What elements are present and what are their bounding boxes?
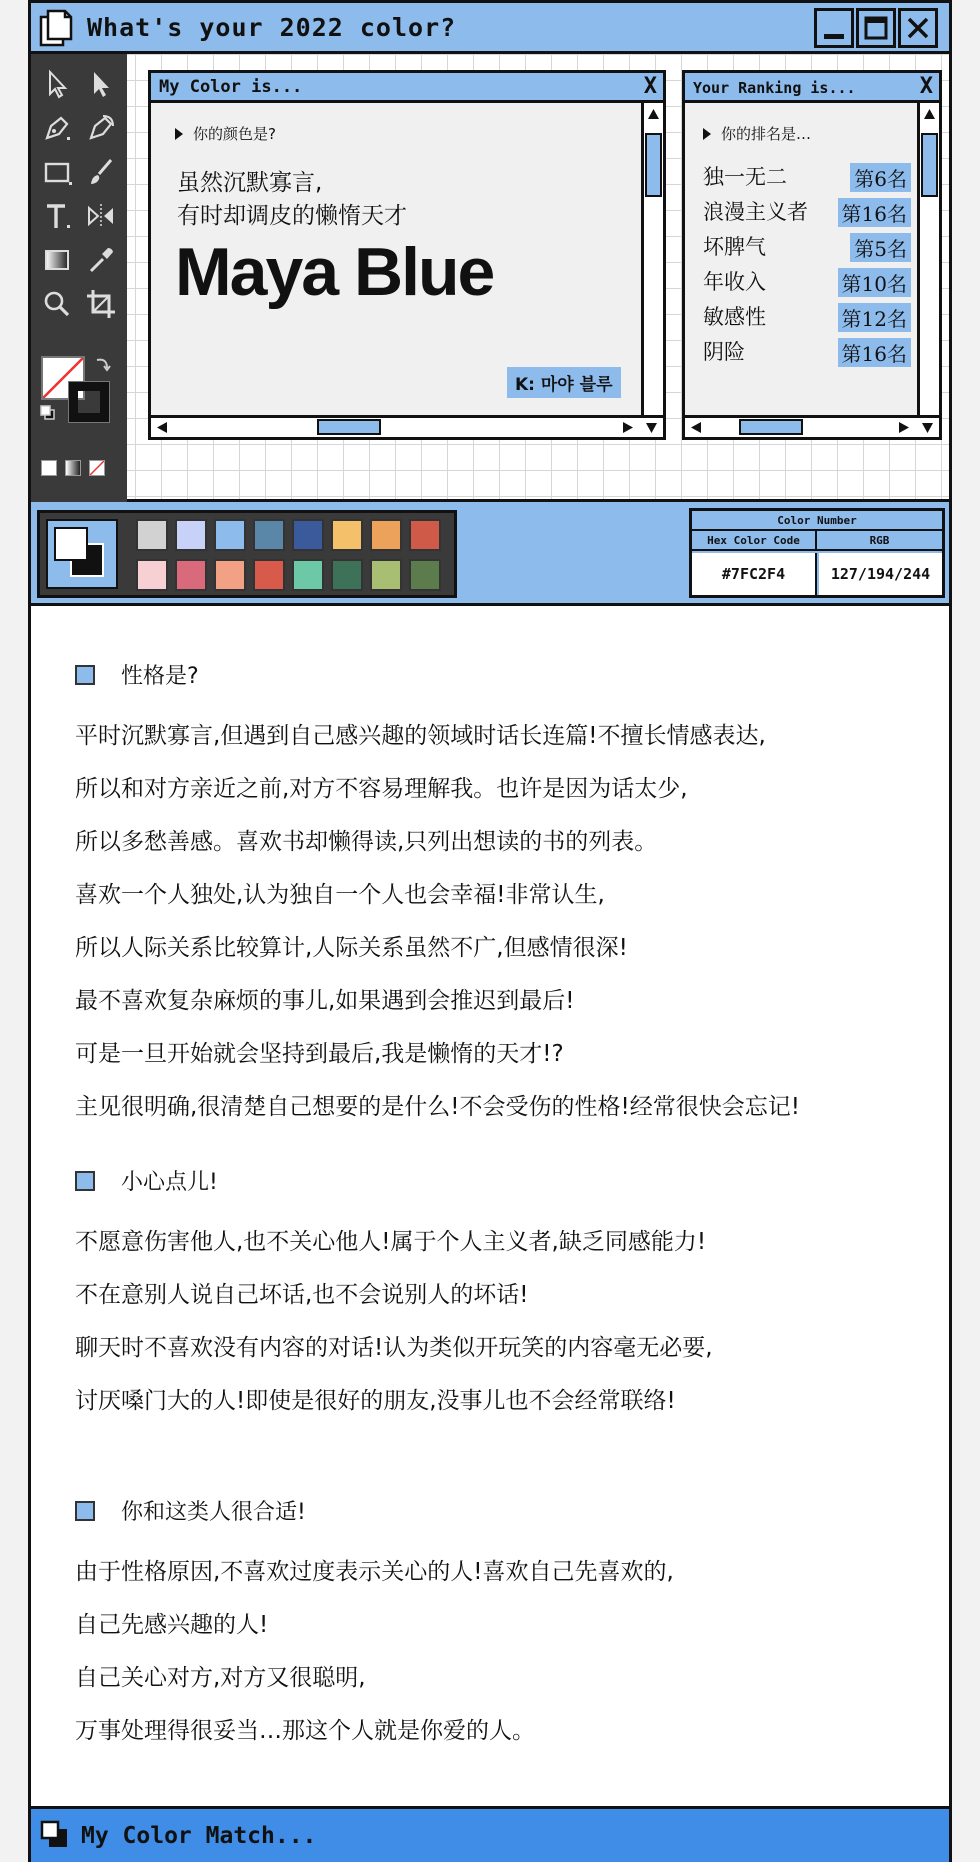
color-swatch[interactable] bbox=[136, 559, 168, 591]
color-tagline bbox=[177, 167, 407, 233]
pen-tool[interactable] bbox=[39, 110, 75, 146]
brush-icon bbox=[83, 154, 119, 190]
paragraph-line: 聊天时不喜欢没有内容的对话!认为类似开玩笑的内容毫无必要, bbox=[75, 1335, 713, 1361]
app-window bbox=[28, 0, 952, 1862]
rectangle-icon bbox=[39, 154, 75, 190]
color-question-text: 你的颜色是? bbox=[193, 125, 276, 143]
ranking-badge: 第10名 bbox=[838, 268, 911, 297]
paragraph-line: 可是一旦开始就会坚持到最后,我是懒惰的天才!? bbox=[75, 1041, 564, 1067]
color-swatch[interactable] bbox=[370, 519, 402, 551]
color-mode-button[interactable] bbox=[41, 460, 57, 476]
ranking-label: 年收入 bbox=[703, 270, 766, 294]
ranking-label: 坏脾气 bbox=[703, 235, 766, 259]
type-icon bbox=[39, 198, 75, 234]
bottom-title: My Color Match... bbox=[81, 1823, 317, 1849]
zoom-tool[interactable] bbox=[39, 286, 75, 322]
color-swatch[interactable] bbox=[214, 519, 246, 551]
section-heading-text: 小心点儿! bbox=[121, 1170, 218, 1195]
gradient-tool[interactable] bbox=[39, 242, 75, 278]
paragraph-line: 最不喜欢复杂麻烦的事儿,如果遇到会推迟到最后! bbox=[75, 988, 575, 1014]
close-button[interactable] bbox=[898, 8, 938, 48]
ranking-window bbox=[682, 70, 942, 440]
color-question bbox=[175, 123, 276, 144]
maximize-icon bbox=[862, 14, 890, 42]
paragraph-line: 平时沉默寡言,但遇到自己感兴趣的领域时话长连篇!不擅长情感表达, bbox=[75, 723, 766, 749]
square-bullet-icon bbox=[75, 665, 95, 685]
scroll-left-icon[interactable] bbox=[687, 418, 706, 437]
tagline-line-2: 有时却调皮的懒惰天才 bbox=[177, 203, 407, 229]
type-tool[interactable] bbox=[39, 198, 75, 234]
ranking-badge: 第6名 bbox=[850, 163, 911, 192]
rgb-label: RGB bbox=[817, 531, 942, 551]
current-color-well[interactable] bbox=[46, 519, 118, 589]
korean-name-tag: K: 마야 블루 bbox=[507, 367, 621, 398]
selection-tool[interactable] bbox=[39, 66, 75, 102]
paragraph-line: 由于性格原因,不喜欢过度表示关心的人!喜欢自己先喜欢的, bbox=[75, 1559, 674, 1585]
rgb-value: 127/194/244 bbox=[819, 553, 942, 595]
section-heading bbox=[75, 1165, 218, 1196]
direct-selection-tool[interactable] bbox=[83, 66, 119, 102]
paragraph-line: 所以和对方亲近之前,对方不容易理解我。也许是因为话太少, bbox=[75, 776, 688, 802]
color-swatch[interactable] bbox=[253, 519, 285, 551]
window-title: What's your 2022 color? bbox=[87, 13, 457, 42]
color-swatch[interactable] bbox=[409, 559, 441, 591]
pen-icon bbox=[39, 110, 75, 146]
none-mode-button[interactable] bbox=[89, 460, 105, 476]
curvature-pen-icon bbox=[83, 110, 119, 146]
paragraph-line: 自己关心对方,对方又很聪明, bbox=[75, 1665, 366, 1691]
scroll-down-icon[interactable] bbox=[918, 418, 937, 437]
paragraph-line: 所以人际关系比较算计,人际关系虽然不广,但感情很深! bbox=[75, 935, 628, 961]
color-swatch[interactable] bbox=[331, 559, 363, 591]
color-swatch[interactable] bbox=[292, 559, 324, 591]
color-number-table bbox=[689, 508, 945, 598]
reflect-tool[interactable] bbox=[83, 198, 119, 234]
crop-icon bbox=[83, 286, 119, 322]
minimize-icon bbox=[820, 14, 848, 42]
title-bar bbox=[31, 0, 949, 54]
magnifier-icon bbox=[39, 286, 75, 322]
my-color-vscroll[interactable] bbox=[641, 103, 663, 415]
eyedropper-icon bbox=[83, 242, 119, 278]
overlap-squares-icon bbox=[39, 1819, 69, 1849]
color-swatch[interactable] bbox=[292, 519, 324, 551]
section-heading bbox=[75, 1495, 306, 1526]
crop-tool[interactable] bbox=[83, 286, 119, 322]
color-swatch[interactable] bbox=[175, 519, 207, 551]
default-colors-icon[interactable] bbox=[39, 404, 57, 422]
none-mode-icon bbox=[89, 460, 105, 476]
curvature-tool[interactable] bbox=[83, 110, 119, 146]
vscroll-thumb[interactable] bbox=[645, 133, 662, 197]
section-heading-text: 你和这类人很合适! bbox=[121, 1500, 306, 1525]
my-color-titlebar bbox=[151, 73, 663, 103]
vscroll-thumb[interactable] bbox=[921, 133, 938, 197]
document-icon bbox=[39, 9, 73, 47]
close-icon bbox=[904, 14, 932, 42]
ranking-label: 敏感性 bbox=[703, 305, 766, 329]
arrow-outline-icon bbox=[39, 66, 75, 102]
bottom-title-bar bbox=[31, 1806, 949, 1862]
color-swatch[interactable] bbox=[214, 559, 246, 591]
tagline-line-1: 虽然沉默寡言, bbox=[177, 170, 323, 196]
ranking-vscroll[interactable] bbox=[917, 103, 939, 415]
hex-value: #7FC2F4 bbox=[692, 553, 817, 595]
scroll-up-icon[interactable] bbox=[920, 105, 939, 124]
paragraph-line: 所以多愁善感。喜欢书却懒得读,只列出想读的书的列表。 bbox=[75, 829, 658, 855]
palette-panel bbox=[37, 510, 457, 598]
scroll-down-icon[interactable] bbox=[642, 418, 661, 437]
paragraph-line: 喜欢一个人独处,认为独自一个人也会幸福!非常认生, bbox=[75, 882, 605, 908]
triangle-icon bbox=[175, 128, 183, 140]
square-bullet-icon bbox=[75, 1501, 95, 1521]
square-bullet-icon bbox=[75, 1171, 95, 1191]
scroll-left-icon[interactable] bbox=[153, 418, 172, 437]
color-swatch[interactable] bbox=[175, 559, 207, 591]
color-swatch[interactable] bbox=[253, 559, 285, 591]
color-swatch[interactable] bbox=[409, 519, 441, 551]
ranking-label: 浪漫主义者 bbox=[703, 200, 808, 224]
swap-arrow-icon[interactable] bbox=[93, 354, 113, 374]
ranking-hscroll[interactable] bbox=[685, 415, 939, 437]
tool-panel bbox=[31, 54, 127, 502]
paragraph-line: 万事处理得很妥当…那这个人就是你爱的人。 bbox=[75, 1718, 535, 1744]
stroke-swatch[interactable] bbox=[69, 382, 109, 422]
section-heading bbox=[75, 659, 199, 690]
palette-bar bbox=[31, 502, 949, 606]
hscroll-thumb[interactable] bbox=[317, 419, 381, 435]
arrow-filled-icon bbox=[83, 66, 119, 102]
color-swatch[interactable] bbox=[331, 519, 363, 551]
color-swatch[interactable] bbox=[136, 519, 168, 551]
brush-tool[interactable] bbox=[83, 154, 119, 190]
ranking-close-icon[interactable]: X bbox=[919, 74, 933, 99]
ranking-label: 独一无二 bbox=[703, 165, 787, 189]
minimize-button[interactable] bbox=[814, 8, 854, 48]
scroll-right-icon[interactable] bbox=[894, 418, 913, 437]
paragraph-line: 不愿意伤害他人,也不关心他人!属于个人主义者,缺乏同感能力! bbox=[75, 1229, 707, 1255]
hex-label: Hex Color Code bbox=[692, 531, 817, 551]
ranking-question-text: 你的排名是… bbox=[721, 125, 812, 143]
workspace bbox=[31, 54, 949, 502]
ranking-badge: 第16名 bbox=[838, 338, 911, 367]
paragraph-line: 不在意别人说自己坏话,也不会说别人的坏话! bbox=[75, 1282, 529, 1308]
triangle-icon bbox=[703, 128, 711, 140]
ranking-badge: 第12名 bbox=[838, 303, 911, 332]
my-color-hscroll[interactable] bbox=[151, 415, 663, 437]
ranking-title: Your Ranking is... bbox=[693, 79, 856, 97]
ranking-question bbox=[703, 123, 811, 144]
ranking-badge: 第5名 bbox=[850, 233, 911, 262]
description-content bbox=[31, 609, 949, 1806]
rectangle-tool[interactable] bbox=[39, 154, 75, 190]
maximize-button[interactable] bbox=[856, 8, 896, 48]
color-name: Maya Blue bbox=[175, 234, 494, 310]
paragraph-line: 自己先感兴趣的人! bbox=[75, 1612, 269, 1638]
ranking-badge: 第16名 bbox=[838, 198, 911, 227]
paragraph-line: 讨厌嗓门大的人!即使是很好的朋友,没事儿也不会经常联络! bbox=[75, 1388, 676, 1414]
hscroll-thumb[interactable] bbox=[739, 419, 803, 435]
my-color-window bbox=[148, 70, 666, 440]
paragraph-line: 主见很明确,很清楚自己想要的是什么!不会受伤的性格!经常很快会忘记! bbox=[75, 1094, 800, 1120]
gradient-icon bbox=[39, 242, 75, 278]
ranking-titlebar bbox=[685, 73, 939, 103]
my-color-close-icon[interactable]: X bbox=[643, 74, 657, 99]
section-heading-text: 性格是? bbox=[121, 664, 199, 689]
color-swatch[interactable] bbox=[370, 559, 402, 591]
reflect-icon bbox=[83, 198, 119, 234]
scroll-up-icon[interactable] bbox=[644, 105, 663, 124]
scroll-right-icon[interactable] bbox=[618, 418, 637, 437]
my-color-title: My Color is... bbox=[159, 77, 303, 97]
gradient-mode-button[interactable] bbox=[65, 460, 81, 476]
foreground-color-swatch[interactable] bbox=[54, 527, 88, 561]
eyedropper-tool[interactable] bbox=[83, 242, 119, 278]
ranking-label: 阴险 bbox=[703, 340, 745, 364]
color-number-header: Color Number bbox=[692, 511, 942, 531]
